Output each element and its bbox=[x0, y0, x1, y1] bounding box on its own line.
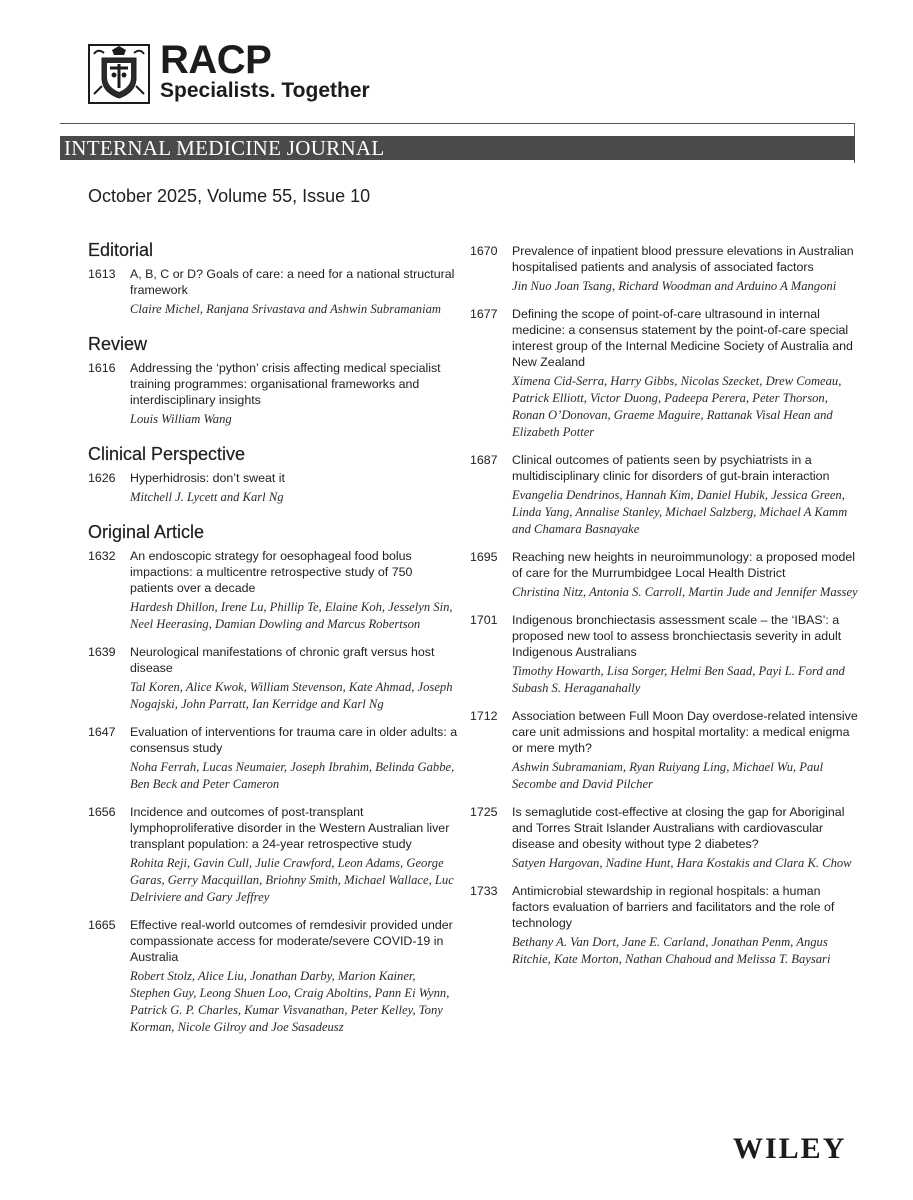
article-title[interactable]: Effective real-world outcomes of remdesivir provided under compassionate access for moderate/severe COVID-19 in Australia bbox=[130, 918, 453, 964]
section-review bbox=[88, 334, 458, 428]
brand-block bbox=[160, 38, 370, 102]
page-number: 1733 bbox=[470, 884, 498, 898]
page-number: 1626 bbox=[88, 471, 116, 485]
toc-entry[interactable] bbox=[88, 724, 458, 793]
article-title[interactable]: Is semaglutide cost-effective at closing the gap for Aboriginal and Torres Strait Islander Australians with cardiovascular disease and obesity without type 2 diabetes? bbox=[512, 805, 845, 851]
section-heading: Original Article bbox=[88, 522, 205, 542]
article-authors: Timothy Howarth, Lisa Sorger, Helmi Ben Saad, Payi L. Ford and Subash S. Heraganahally bbox=[512, 664, 845, 695]
section-original-article bbox=[88, 522, 458, 1036]
page-number: 1639 bbox=[88, 645, 116, 659]
page-number: 1613 bbox=[88, 267, 116, 281]
page-number: 1712 bbox=[470, 709, 498, 723]
section-clinical-perspective bbox=[88, 444, 458, 506]
page-number: 1701 bbox=[470, 613, 498, 627]
toc-entry[interactable] bbox=[88, 360, 458, 428]
section-editorial bbox=[88, 240, 458, 318]
toc-entry[interactable] bbox=[470, 804, 860, 872]
article-title[interactable]: Indigenous bronchiectasis assessment scale – the ‘IBAS’: a proposed new tool to assess bronchiectasis severity in adult Indigenous Australians bbox=[512, 613, 842, 659]
toc-entry[interactable] bbox=[470, 549, 860, 601]
article-authors: Noha Ferrah, Lucas Neumaier, Joseph Ibrahim, Belinda Gabbe, Ben Beck and Peter Cameron bbox=[130, 760, 455, 791]
issue-info: October 2025, Volume 55, Issue 10 bbox=[88, 186, 371, 206]
article-title[interactable]: Addressing the ‘python’ crisis affecting medical specialist training programmes: organisational frameworks and interdisciplinary insights bbox=[130, 361, 441, 407]
article-authors: Robert Stolz, Alice Liu, Jonathan Darby, Marion Kainer, Stephen Guy, Leong Shuen Loo, Craig Aboltins, Pann Ei Wynn, Patrick G. P. Charles, Kumar Visvanathan, Peter Kelley, Tony Korman, Nicole Gilroy and Joe Sasadeusz bbox=[130, 969, 450, 1034]
article-title[interactable]: An endoscopic strategy for oesophageal food bolus impactions: a multicentre retrospective study of 750 patients over a decade bbox=[130, 549, 413, 595]
article-title[interactable]: Defining the scope of point-of-care ultrasound in internal medicine: a consensus statement by the point-of-care special interest group of the Internal Medicine Society of Australia and New Zealand bbox=[512, 307, 853, 369]
article-title[interactable]: Evaluation of interventions for trauma care in older adults: a consensus study bbox=[130, 725, 458, 755]
page-number: 1725 bbox=[470, 805, 498, 819]
toc-entry[interactable] bbox=[88, 266, 458, 318]
toc-entry[interactable] bbox=[88, 917, 458, 1036]
page-number: 1670 bbox=[470, 244, 498, 258]
article-title[interactable]: Neurological manifestations of chronic graft versus host disease bbox=[130, 645, 435, 675]
toc-left-column bbox=[88, 240, 458, 1052]
racp-crest-logo bbox=[88, 44, 150, 104]
journal-title-bar bbox=[60, 123, 855, 173]
toc-entry[interactable] bbox=[470, 708, 860, 793]
article-authors: Hardesh Dhillon, Irene Lu, Phillip Te, Elaine Koh, Jesselyn Sin, Neel Heerasing, Damian Dowling and Marcus Robertson bbox=[130, 600, 453, 631]
page-number: 1656 bbox=[88, 805, 116, 819]
page-number: 1647 bbox=[88, 725, 116, 739]
page-number: 1665 bbox=[88, 918, 116, 932]
page-number: 1616 bbox=[88, 361, 116, 375]
article-authors: Bethany A. Van Dort, Jane E. Carland, Jonathan Penm, Angus Ritchie, Kate Morton, Nathan Chahoud and Melissa T. Baysari bbox=[512, 935, 831, 966]
section-heading: Clinical Perspective bbox=[88, 444, 246, 464]
article-authors: Tal Koren, Alice Kwok, William Stevenson, Kate Ahmad, Joseph Nogajski, John Parratt, Ian Kerridge and Karl Ng bbox=[130, 680, 453, 711]
page-number: 1677 bbox=[470, 307, 498, 321]
article-authors: Evangelia Dendrinos, Hannah Kim, Daniel Hubik, Jessica Green, Linda Yang, Annalise Stanley, Michael Salzberg, Michael A Kamm and Chamara Basnayake bbox=[512, 488, 848, 536]
section-heading: Review bbox=[88, 334, 148, 354]
toc-entry[interactable] bbox=[470, 883, 860, 968]
article-title[interactable]: Hyperhidrosis: don’t sweat it bbox=[130, 471, 285, 485]
article-authors: Ashwin Subramaniam, Ryan Ruiyang Ling, Michael Wu, Paul Secombe and David Pilcher bbox=[512, 760, 824, 791]
toc-entry[interactable] bbox=[470, 306, 860, 441]
toc-entry[interactable] bbox=[88, 470, 458, 506]
brand-name: RACP bbox=[160, 38, 272, 82]
page-number: 1695 bbox=[470, 550, 498, 564]
article-title[interactable]: Association between Full Moon Day overdose-related intensive care unit admissions and hospital mortality: a medical enigma or mere myth? bbox=[512, 709, 858, 755]
article-authors: Christina Nitz, Antonia S. Carroll, Martin Jude and Jennifer Massey bbox=[512, 585, 858, 599]
toc-entry[interactable] bbox=[88, 804, 458, 906]
toc-entry[interactable] bbox=[470, 243, 860, 295]
article-title[interactable]: Clinical outcomes of patients seen by psychiatrists in a multidisciplinary clinic for disorders of gut-brain interaction bbox=[512, 453, 830, 483]
journal-title: INTERNAL MEDICINE JOURNAL bbox=[64, 136, 385, 160]
wiley-logo: WILEY bbox=[733, 1132, 847, 1165]
page-number: 1687 bbox=[470, 453, 498, 467]
section-heading: Editorial bbox=[88, 240, 154, 260]
toc-entry[interactable] bbox=[470, 612, 860, 697]
toc-right-column bbox=[470, 243, 860, 979]
page-number: 1632 bbox=[88, 549, 116, 563]
toc-entry[interactable] bbox=[88, 548, 458, 633]
article-title[interactable]: Antimicrobial stewardship in regional hospitals: a human factors evaluation of barriers and facilitators and the role of technology bbox=[512, 884, 835, 930]
article-title[interactable]: Reaching new heights in neuroimmunology: a proposed model of care for the Murrumbidgee Local Health District bbox=[512, 550, 856, 580]
toc-entry[interactable] bbox=[470, 452, 860, 538]
article-title[interactable]: Prevalence of inpatient blood pressure elevations in Australian hospitalised patients and analysis of associated factors bbox=[512, 244, 854, 274]
article-authors: Ximena Cid-Serra, Harry Gibbs, Nicolas Szecket, Drew Comeau, Patrick Elliott, Victor Duong, Padeepa Perera, Peter Thorson, Ronan O’Donovan, Graeme Maguire, Rattanak Visal Hean and Elizabeth Potter bbox=[512, 374, 842, 439]
brand-tagline: Specialists. Together bbox=[160, 79, 370, 102]
toc-entry[interactable] bbox=[88, 644, 458, 713]
article-authors: Claire Michel, Ranjana Srivastava and Ashwin Subramaniam bbox=[130, 302, 441, 316]
article-authors: Louis William Wang bbox=[130, 412, 232, 426]
article-authors: Satyen Hargovan, Nadine Hunt, Hara Kostakis and Clara K. Chow bbox=[512, 856, 852, 870]
article-authors: Rohita Reji, Gavin Cull, Julie Crawford, Leon Adams, George Garas, Gerry Macquillan, Briohny Smith, Michael Wallace, Luc Delriviere and Gary Jeffrey bbox=[130, 856, 454, 904]
article-authors: Mitchell J. Lycett and Karl Ng bbox=[130, 490, 284, 504]
article-title[interactable]: Incidence and outcomes of post-transplant lymphoproliferative disorder in the Western Australian liver transplant population: a 24-year retrospective study bbox=[130, 805, 450, 851]
article-title[interactable]: A, B, C or D? Goals of care: a need for a national structural framework bbox=[130, 267, 455, 297]
article-authors: Jin Nuo Joan Tsang, Richard Woodman and Arduino A Mangoni bbox=[512, 279, 837, 293]
